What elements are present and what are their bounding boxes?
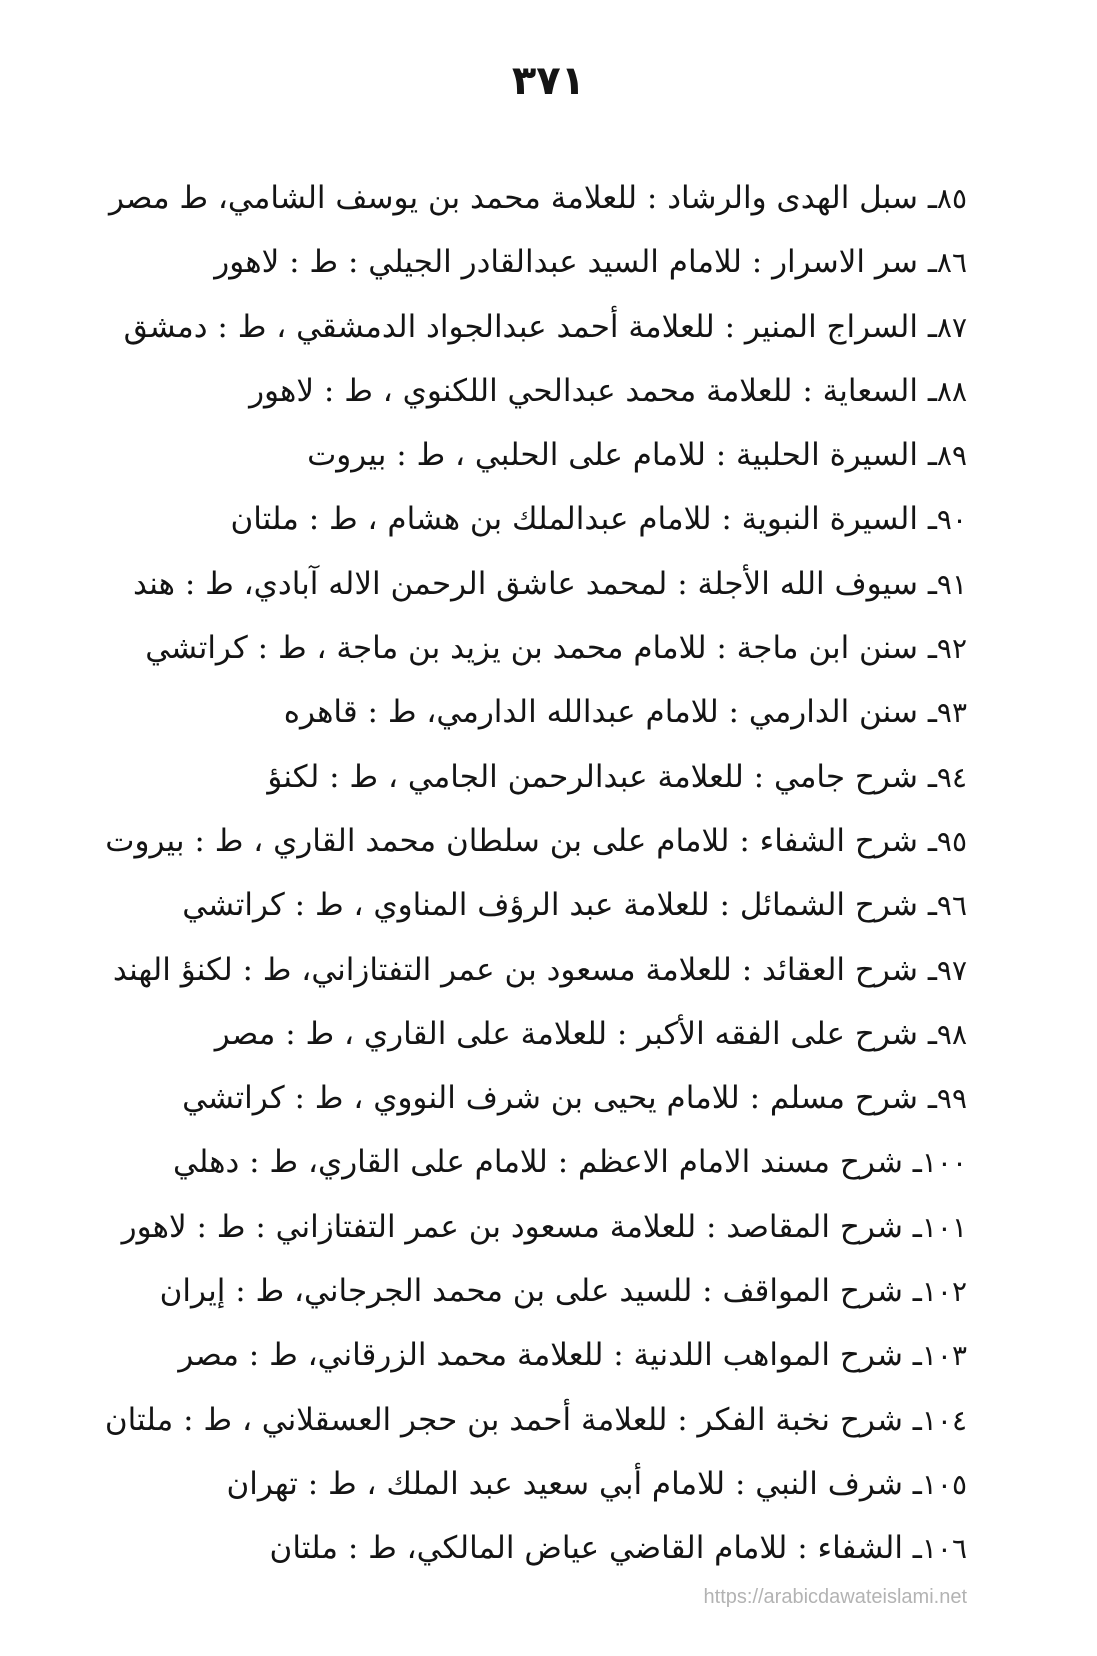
page-number: ٣٧١ [511,58,586,104]
entry-text: ـ السيرة النبوية : للامام عبدالملك بن هشام ، ط : ملتان [230,501,937,538]
entry-number: ١٠٠ [921,1146,967,1180]
entry-number: ٩١ [936,567,967,601]
entry-text: ـ الشفاء : للامام القاضي عياض المالكي، ط : ملتان [269,1530,922,1567]
entry-number: ٨٩ [936,439,967,473]
entry-number: ١٠٢ [921,1275,967,1309]
entry-text: ـ شرح الشمائل : للعلامة عبد الرؤف المناوي ، ط : كراتشي [182,887,937,924]
entry-number: ١٠٤ [921,1403,967,1437]
entry-text: ـ شرح المواهب اللدنية : للعلامة محمد الزرقاني، ط : مصر [178,1337,922,1374]
bibliography-entry [87,879,967,943]
entry-number: ٨٥ [936,182,967,215]
bibliography-entry [87,1265,967,1329]
entry-text: ـ شرح العقائد : للعلامة مسعود بن عمر التفتازاني، ط : لكنؤ الهند [112,951,937,988]
entry-text: ـ السيرة الحلبية : للامام على الحلبي ، ط : بيروت [307,437,937,474]
entry-text: ـ شرف النبي : للامام أبي سعيد عبد الملك ، ط : تهران [226,1465,922,1502]
entry-number: ١٠٥ [921,1467,967,1501]
entry-number: ٩٦ [936,889,967,923]
bibliography-entry [87,558,967,622]
entry-number: ٩٢ [936,632,967,666]
entry-text: ـ شرح على الفقه الأكبر : للعلامة على القاري ، ط : مصر [214,1015,937,1052]
bibliography-entry [87,236,967,300]
bibliography-entry [87,944,967,1008]
entry-number: ١٠٦ [921,1532,967,1566]
watermark-url: https://arabicdawateislami.net [703,1586,967,1608]
bibliography-entry [87,172,967,236]
bibliography-entry [87,1201,967,1265]
bibliography-entry [87,1136,967,1200]
bibliography-entry [87,429,967,493]
bibliography-entry [87,751,967,815]
entry-number: ١٠٣ [921,1339,967,1373]
entry-text: ـ شرح المواقف : للسيد على بن محمد الجرجاني، ط : إيران [159,1273,922,1310]
bibliography-entry [87,301,967,365]
entry-number: ٩٣ [936,696,967,730]
entry-number: ٩٧ [936,953,967,987]
entry-text: ـ السعاية : للعلامة محمد عبدالحي اللكنوي ، ط : لاهور [249,372,937,409]
entry-number: ٨٨ [936,374,967,408]
entry-number: ٩٩ [936,1082,967,1116]
bibliography-entry [87,1522,967,1586]
bibliography-entry [87,1329,967,1393]
entry-text: ـ شرح الشفاء : للامام على بن سلطان محمد القاري ، ط : بيروت [105,822,937,859]
bibliography-entry [87,493,967,557]
entry-number: ٩٠ [936,503,967,537]
entry-text: ـ سبل الهدى والرشاد : للعلامة محمد بن يوسف الشامي، ط مصر [108,180,937,216]
bibliography-entry [87,365,967,429]
entry-text: ـ السراج المنير : للعلامة أحمد عبدالجواد الدمشقي ، ط : دمشق [123,308,937,345]
bibliography-entry [87,686,967,750]
entry-text: ـ سنن ابن ماجة : للامام محمد بن يزيد بن ماجة ، ط : كراتشي [145,630,937,667]
entry-number: ٩٨ [936,1017,967,1051]
entry-number: ٩٤ [936,760,967,794]
bibliography-entry [87,1458,967,1522]
entry-text: ـ شرح جامي : للعلامة عبدالرحمن الجامي ، ط : لكنؤ [267,758,937,795]
entry-text: ـ شرح المقاصد : للعلامة مسعود بن عمر التفتازاني : ط : لاهور [121,1208,922,1245]
entry-text: ـ سر الاسرار : للامام السيد عبدالقادر الجيلي : ط : لاهور [214,244,937,281]
bibliography-entry [87,1008,967,1072]
bibliography-entry [87,1394,967,1458]
entry-text: ـ سيوف الله الأجلة : لمحمد عاشق الرحمن الاله آبادي، ط : هند [132,565,937,602]
bibliography-list [87,172,967,1587]
entry-text: ـ شرح نخبة الفكر : للعلامة أحمد بن حجر العسقلاني ، ط : ملتان [104,1401,922,1438]
entry-number: ٩٥ [936,824,967,858]
entry-number: ٨٧ [936,310,967,344]
entry-number: ٨٦ [936,246,967,280]
entry-text: ـ شرح مسلم : للامام يحيى بن شرف النووي ، ط : كراتشي [182,1080,937,1117]
entry-text: ـ سنن الدارمي : للامام عبدالله الدارمي، ط : قاهره [283,694,937,731]
bibliography-entry [87,815,967,879]
entry-number: ١٠١ [921,1210,967,1244]
bibliography-entry [87,622,967,686]
entry-text: ـ شرح مسند الامام الاعظم : للامام على القاري، ط : دهلي [173,1144,922,1181]
bibliography-entry [87,1072,967,1136]
